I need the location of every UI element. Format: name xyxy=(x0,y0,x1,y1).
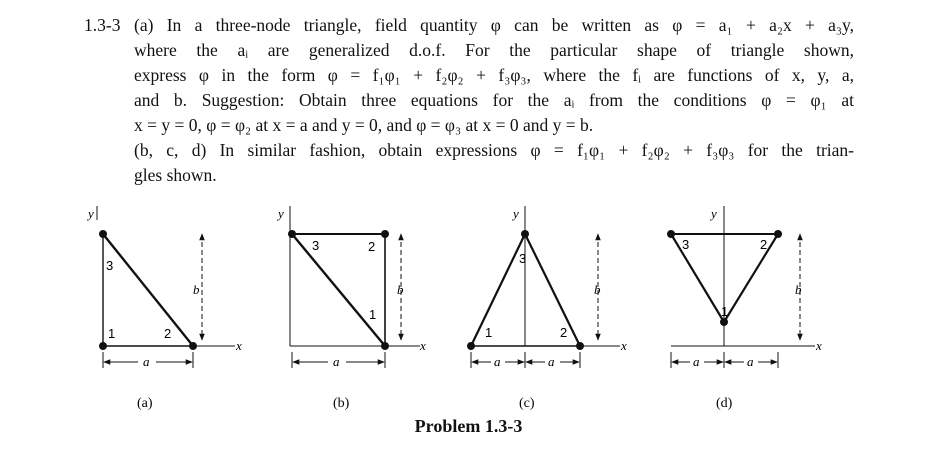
caption-b: (b) xyxy=(333,396,350,411)
statement-line-7: gles shown. xyxy=(134,165,217,185)
statement-line-6: (b, c, d) In similar fashion, obtain expressions φ = f₁φ₁ + f₂φ₂ + f₃φ₃ for the trian- xyxy=(134,140,854,160)
node-1-b xyxy=(381,342,389,350)
node-label-3-b: 3 xyxy=(312,238,320,253)
node-1-a xyxy=(99,342,107,350)
figure-d xyxy=(667,206,822,411)
node-3-a xyxy=(99,230,107,238)
statement-line-2: where the aᵢ are generalized d.o.f. For the particular shape of triangle shown, xyxy=(134,40,854,60)
node-label-1-b: 1 xyxy=(369,307,377,322)
problem-first-line xyxy=(84,13,854,38)
height-label-a: b xyxy=(193,282,200,297)
node-2-c xyxy=(576,342,584,350)
node-label-3-a: 3 xyxy=(106,258,114,273)
node-label-2-d: 2 xyxy=(760,237,768,252)
figure-c xyxy=(467,206,627,411)
height-label-b: b xyxy=(397,282,404,297)
statement-line-4: and b. Suggestion: Obtain three equations for the aᵢ from the conditions φ = φ₁ at xyxy=(134,90,854,110)
node-label-1-c: 1 xyxy=(485,325,493,340)
caption-a: (a) xyxy=(137,396,153,411)
node-label-2-b: 2 xyxy=(368,239,376,254)
height-label-d: b xyxy=(795,282,802,297)
node-2-d xyxy=(774,230,782,238)
width-label-right-c: a xyxy=(548,354,555,369)
triangle-edge-23-c xyxy=(525,234,580,346)
width-label-right-d: a xyxy=(747,354,754,369)
node-2-a xyxy=(189,342,197,350)
y-axis-label-d: y xyxy=(711,206,717,221)
node-1-c xyxy=(467,342,475,350)
triangle-edge-31-d xyxy=(671,234,724,322)
node-label-2-c: 2 xyxy=(560,325,568,340)
node-label-1-a: 1 xyxy=(108,326,116,341)
width-label-left-d: a xyxy=(693,354,700,369)
x-axis-label-a: x xyxy=(236,338,242,353)
figure-a xyxy=(86,206,242,411)
problem-number: 1.3-3 xyxy=(84,15,121,35)
node-3-d xyxy=(667,230,675,238)
node-label-3-d: 3 xyxy=(682,237,690,252)
height-label-c: b xyxy=(594,282,601,297)
problem-label: Problem 1.3-3 xyxy=(414,416,523,436)
problem-statement xyxy=(84,13,854,188)
width-label-left-c: a xyxy=(494,354,501,369)
node-label-1-d: 1 xyxy=(721,304,729,319)
caption-d: (d) xyxy=(716,396,733,411)
caption-c: (c) xyxy=(519,396,535,411)
statement-line-3: express φ in the form φ = f₁φ₁ + f₂φ₂ + f₃φ₃, where the fᵢ are functions of x, y, a, xyxy=(134,65,854,85)
node-2-b xyxy=(381,230,389,238)
figure-b xyxy=(276,206,426,411)
triangle-edge-23-a xyxy=(103,234,193,346)
width-label-a: a xyxy=(143,354,150,369)
triangle-edge-21-d xyxy=(724,234,778,322)
y-axis-label-a: y xyxy=(88,206,94,221)
triangle-figures xyxy=(0,195,937,415)
triangle-edge-13-c xyxy=(471,234,525,346)
x-axis-label-d: x xyxy=(816,338,822,353)
statement-line-1: (a) In a three-node triangle, field quantity φ can be written as φ = a₁ + a₂x + a₃y, xyxy=(134,15,854,35)
node-1-d xyxy=(720,318,728,326)
node-label-2-a: 2 xyxy=(164,326,172,341)
statement-line-5: x = y = 0, φ = φ₂ at x = a and y = 0, and φ = φ₃ at x = 0 and y = b. xyxy=(134,115,594,135)
y-axis-label-c: y xyxy=(513,206,519,221)
node-3-b xyxy=(288,230,296,238)
x-axis-label-c: x xyxy=(621,338,627,353)
x-axis-label-b: x xyxy=(420,338,426,353)
node-3-c xyxy=(521,230,529,238)
width-label-b: a xyxy=(333,354,340,369)
y-axis-label-b: y xyxy=(278,206,284,221)
node-label-3-c: 3 xyxy=(519,251,527,266)
